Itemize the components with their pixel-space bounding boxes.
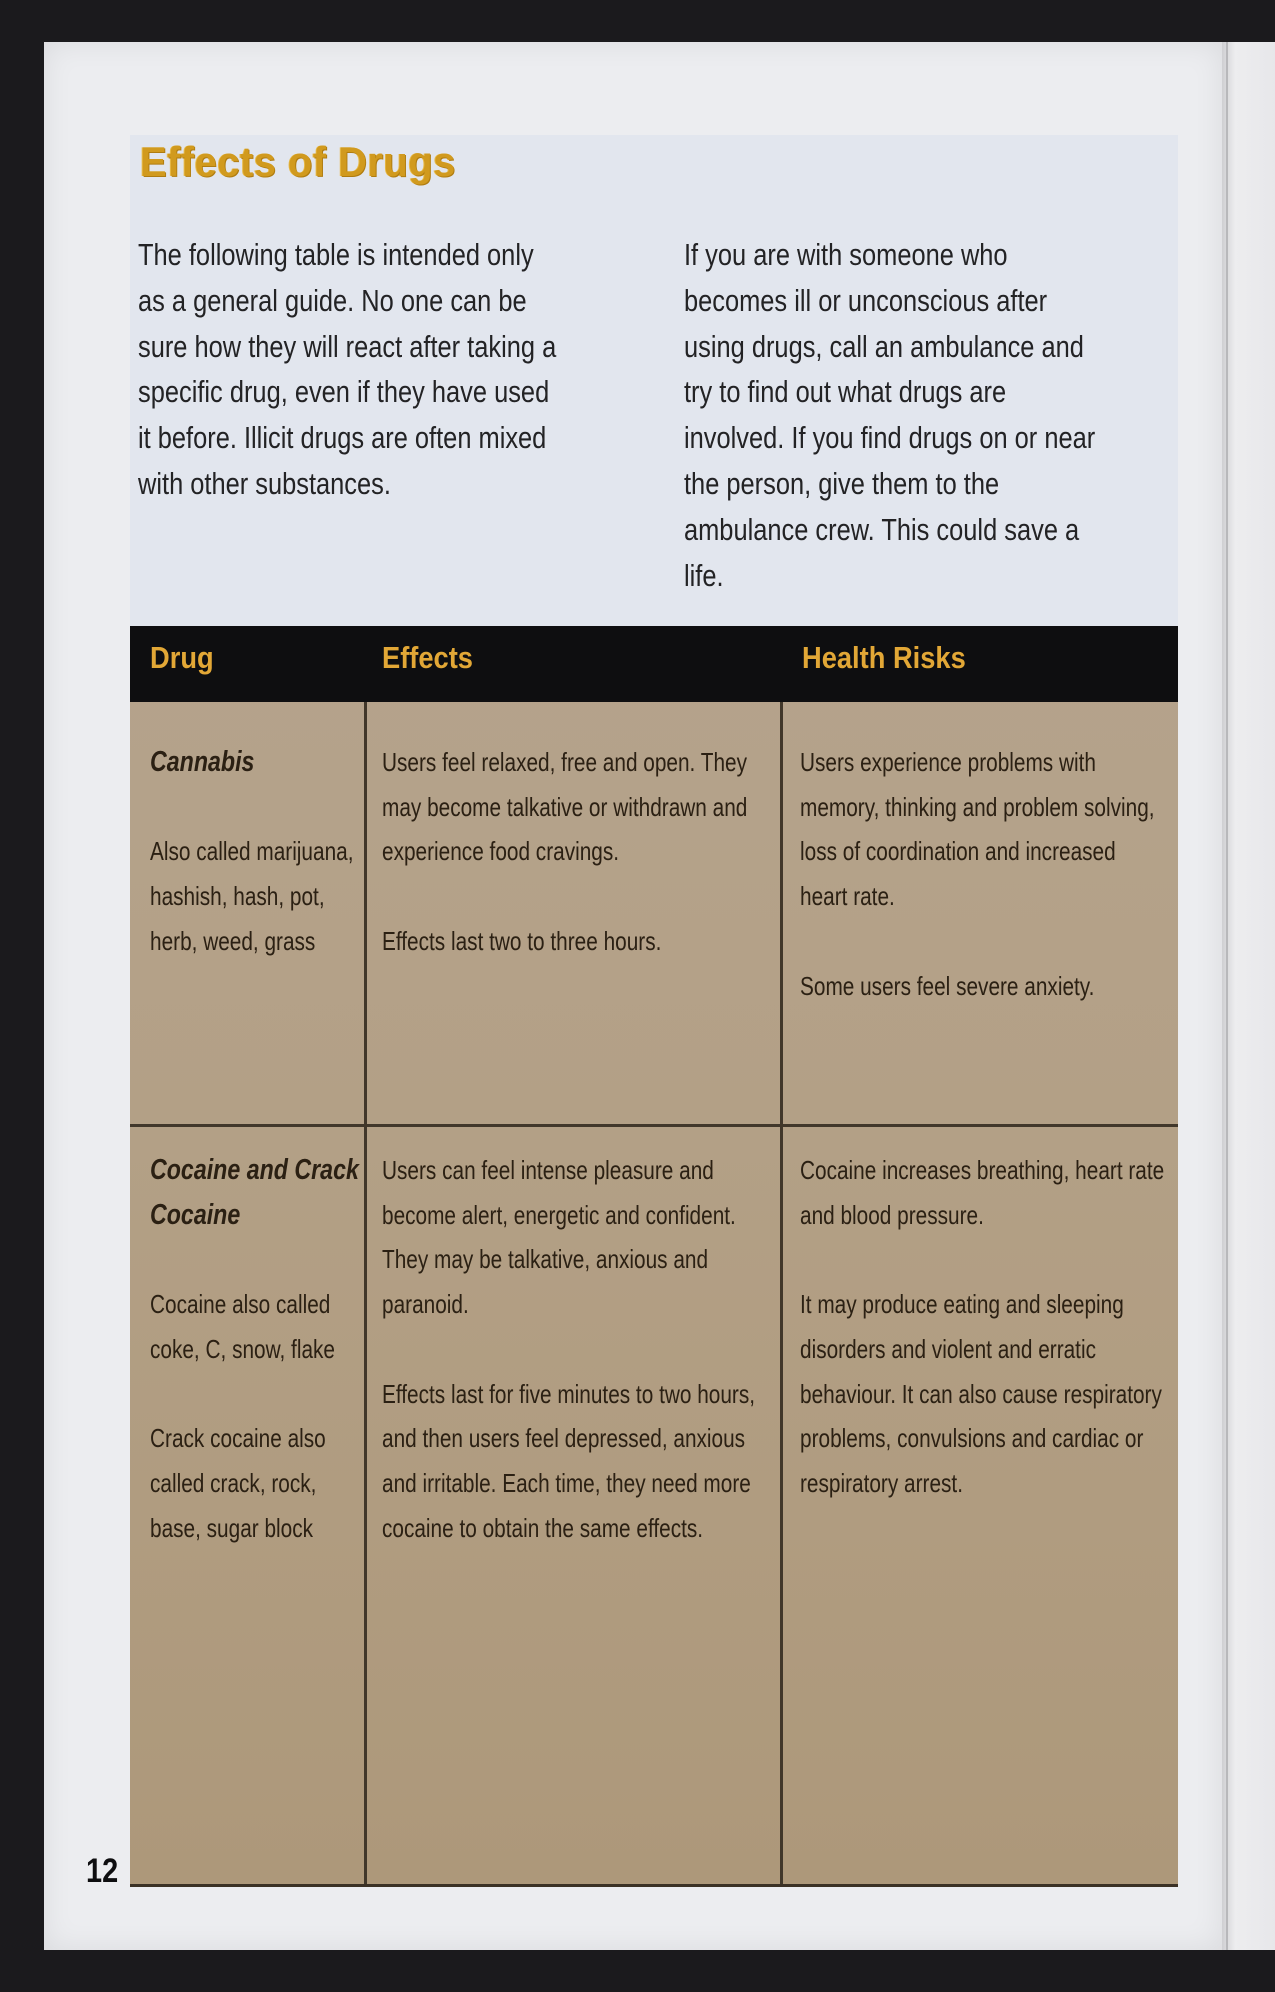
effects-duration: Effects last for five minutes to two hours, and then users feel depressed, anxious and irritable. Each time, they need more cocaine to obtain the same effects. <box>382 1378 756 1543</box>
risks-text: It may produce eating and sleeping disorders and violent and erratic behaviour. It can also cause respiratory problems, convulsions and cardiac or respiratory arrest. <box>800 1289 1162 1498</box>
row-divider <box>130 1124 1178 1127</box>
table-row-cannabis-drug <box>150 740 362 964</box>
table-row-cannabis-risks <box>800 740 1168 1008</box>
header-health-risks: Health Risks <box>802 640 966 675</box>
table-row-cocaine-drug <box>150 1148 362 1550</box>
risks-text: Cocaine increases breathing, heart rate and blood pressure. <box>800 1155 1165 1230</box>
risks-text: Users experience problems with memory, thinking and problem solving, loss of coordination and increased heart rate. <box>800 747 1155 912</box>
page-gutter-line <box>1226 42 1228 1950</box>
risks-text: Some users feel severe anxiety. <box>800 970 1095 1001</box>
effects-text: Users feel relaxed, free and open. They may become talkative or withdrawn and experience food cravings. <box>382 747 748 867</box>
header-effects: Effects <box>382 640 473 675</box>
table-header-row <box>130 626 1178 702</box>
drug-name: Cocaine and Crack Cocaine <box>150 1154 359 1231</box>
drug-effects-table <box>130 626 1178 1887</box>
drug-aliases: Crack cocaine also called crack, rock, base, sugar block <box>150 1423 326 1543</box>
facing-page-edge <box>1222 42 1275 1950</box>
table-row-cocaine-effects <box>382 1148 782 1550</box>
table-row-cannabis-effects <box>382 740 782 964</box>
page-number: 12 <box>86 1852 119 1890</box>
column-divider <box>364 702 367 1884</box>
table-row-cocaine-risks <box>800 1148 1168 1506</box>
intro-right-paragraph: If you are with someone who becomes ill or unconscious after using drugs, call an ambulance and try to find out what drugs are involved. If you find drugs on or near the person, give them to the ambulance crew. This could save a life. <box>684 237 1096 593</box>
drug-name: Cannabis <box>150 746 255 778</box>
page-title: Effects of Drugs <box>140 138 456 185</box>
effects-text: Users can feel intense pleasure and become alert, energetic and confident. They may be talkative, anxious and paranoid. <box>382 1155 736 1320</box>
drug-aliases: Also called marijuana, hashish, hash, pot, herb, weed, grass <box>150 836 354 956</box>
effects-duration: Effects last two to three hours. <box>382 925 662 956</box>
intro-left-paragraph: The following table is intended only as a general guide. No one can be sure how they will react after taking a specific drug, even if they have used it before. Illicit drugs are often mixed with other substances. <box>138 237 557 501</box>
header-drug: Drug <box>150 640 214 675</box>
drug-aliases: Cocaine also called coke, C, snow, flake <box>150 1289 335 1364</box>
